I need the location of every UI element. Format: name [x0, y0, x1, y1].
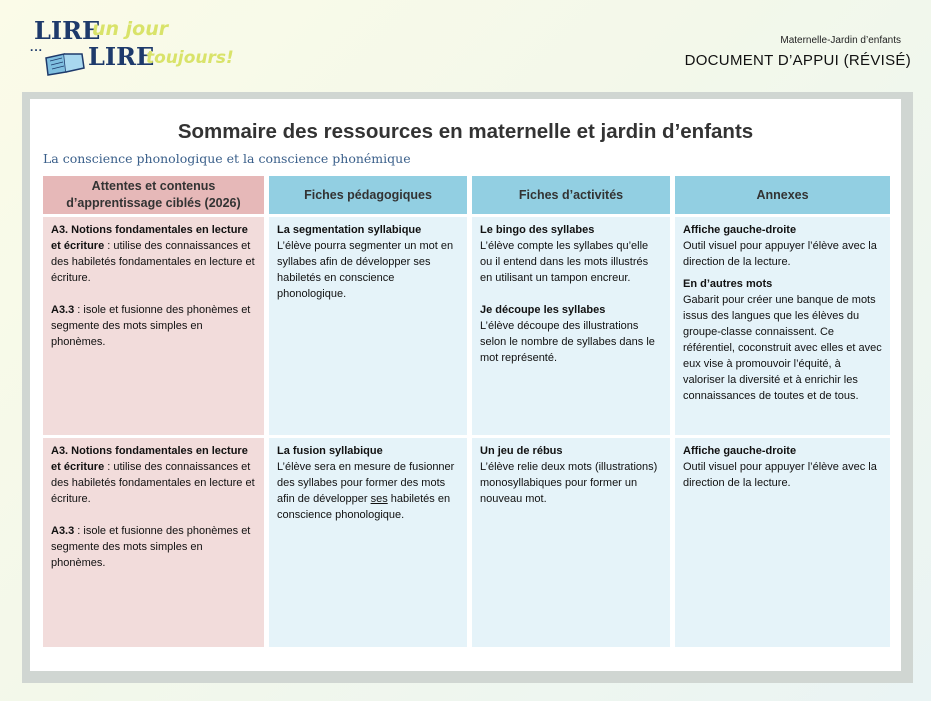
header-attentes: Attentes et contenus d’apprentissage ciblés (2026) — [43, 176, 264, 214]
row2-activite1-text: L’élève relie deux mots (illustrations) monosyllabiques pour former un nouveau mot. — [480, 461, 658, 505]
page-subtitle: La conscience phonologique et la conscience phonémique — [43, 151, 411, 166]
row2-underlined-word: ses — [370, 493, 388, 505]
row2-fiche-pedagogique-cell — [269, 438, 467, 647]
page-title: Sommaire des ressources en maternelle et jardin d’enfants — [177, 120, 754, 143]
row2-a3-title: A3. Notions fondamentales en lecture et écriture — [51, 445, 248, 473]
row1-annexe2-text: Gabarit pour créer une banque de mots issus des langues que les élèves du groupe-classe connaissent. Ce référentiel, coconstruit avec elles et avec eux vise à promouvoir l’équité, à valoriser la diversité et à enrichir les connaissances de toutes et de tous. — [683, 294, 882, 402]
row1-fiches-activites-cell — [472, 217, 670, 435]
header-fiches-activites: Fiches d’activités — [472, 176, 670, 214]
row1-activite2-text: L’élève découpe des illustrations selon le nombre de syllabes dans le mot représenté. — [480, 320, 655, 364]
book-icon — [44, 52, 88, 76]
level-label: Maternelle-Jardin d’enfants — [780, 35, 901, 46]
row2-a33-title: A3.3 — [51, 525, 75, 537]
row1-attentes-cell — [43, 217, 264, 435]
row2-attentes-cell — [43, 438, 264, 647]
logo-toujours: toujours! — [146, 48, 234, 68]
row1-annexe1-text: Outil visuel pour appuyer l’élève avec la direction de la lecture. — [683, 240, 877, 268]
logo-dots: ... — [30, 40, 44, 54]
row2-annexe1-text: Outil visuel pour appuyer l’élève avec la direction de la lecture. — [683, 461, 877, 489]
row1-fiche-pedagogique-text: L’élève pourra segmenter un mot en syllabes afin de développer ses habiletés en conscience phonologique. — [277, 240, 454, 300]
row1-a33-text: : isole et fusionne des phonèmes et segmente des mots simples en phonèmes. — [51, 304, 251, 348]
row1-fiche-pedagogique-link[interactable]: La segmentation syllabique — [277, 224, 422, 236]
row1-activite1-link[interactable]: Le bingo des syllabes — [480, 224, 595, 236]
lire-logo — [30, 16, 250, 78]
row2-fiche-pedagogique-text-end: habiletés en conscience phonologique. — [277, 493, 451, 521]
logo-un-jour: un jour — [92, 18, 169, 40]
row1-annexe2-link[interactable]: En d’autres mots — [683, 278, 773, 290]
row2-fiche-pedagogique-link[interactable]: La fusion syllabique — [277, 445, 383, 457]
row2-a33-text: : isole et fusionne des phonèmes et segmente des mots simples en phonèmes. — [51, 525, 251, 569]
row2-activite1-link[interactable]: Un jeu de rébus — [480, 445, 563, 457]
row1-a3-title: A3. Notions fondamentales en lecture et écriture — [51, 224, 248, 252]
header-annexes: Annexes — [675, 176, 890, 214]
row2-fiche-pedagogique-text: L’élève sera en mesure de fusionner des syllabes pour former des mots afin de développer — [277, 461, 455, 505]
document-type: DOCUMENT D’APPUI (RÉVISÉ) — [684, 52, 911, 69]
header-fiches-pedagogiques: Fiches pédagogiques — [269, 176, 467, 214]
row1-a33-title: A3.3 — [51, 304, 75, 316]
row1-activite2-link[interactable]: Je découpe les syllabes — [480, 304, 606, 316]
logo-lire-bottom: LIRE — [88, 42, 155, 71]
row2-annexe1-link[interactable]: Affiche gauche-droite — [683, 445, 797, 457]
row1-a3-text: : utilise des connaissances et des habiletés fondamentales en lecture et écriture. — [51, 240, 255, 284]
row1-activite1-text: L’élève compte les syllabes qu’elle ou il entend dans les mots illustrés en utilisant un tampon encreur. — [480, 240, 649, 284]
row2-a3-text: : utilise des connaissances et des habiletés fondamentales en lecture et écriture. — [51, 461, 255, 505]
row2-fiches-activites-cell — [472, 438, 670, 647]
row1-fiche-pedagogique-cell — [269, 217, 467, 435]
row2-annexes-cell — [675, 438, 890, 647]
logo-lire-top: LIRE — [34, 16, 101, 45]
row1-annexes-cell — [675, 217, 890, 435]
row1-annexe1-link[interactable]: Affiche gauche-droite — [683, 224, 797, 236]
